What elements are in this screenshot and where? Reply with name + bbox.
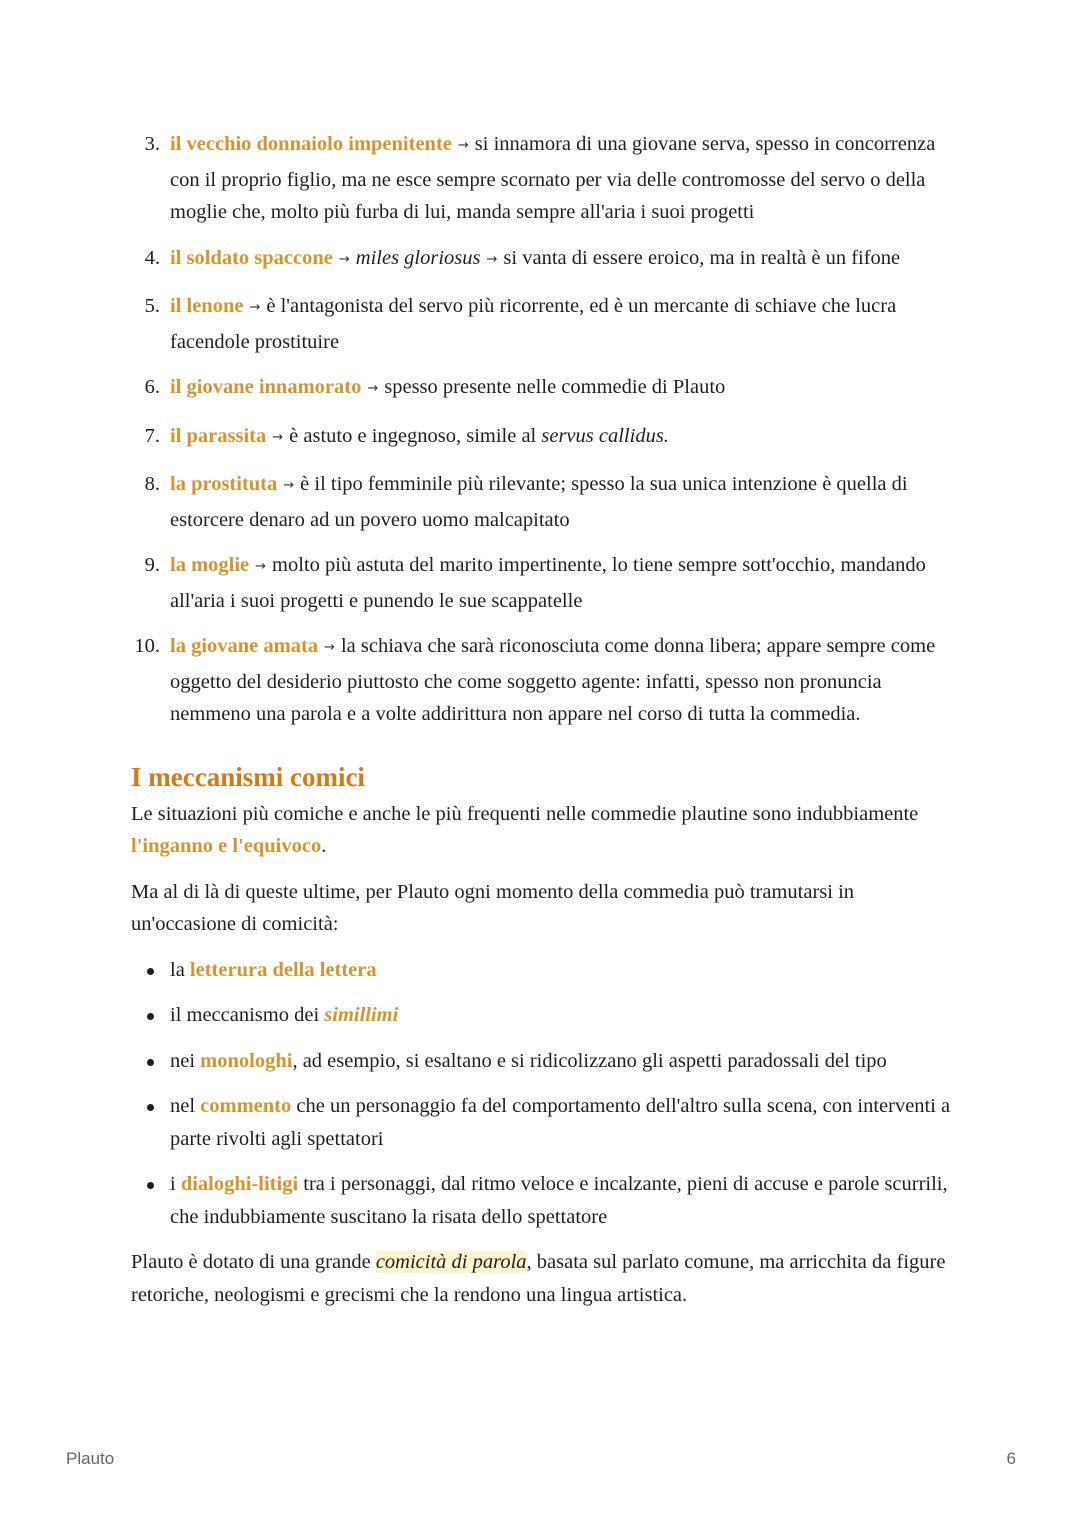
- item-number: 6.: [144, 376, 160, 398]
- highlight-term: commento: [200, 1095, 292, 1117]
- arrow-icon: →: [338, 251, 350, 267]
- item-number: 4.: [144, 246, 160, 269]
- highlight-term: simillimi: [324, 1004, 399, 1026]
- item-term: la giovane amata: [170, 635, 319, 657]
- list-item: [131, 630, 951, 731]
- list-item: [131, 371, 951, 407]
- arrow-icon: →: [324, 640, 335, 655]
- arrow-icon: →: [283, 478, 295, 493]
- item-term: il soldato spaccone: [170, 246, 333, 269]
- item-latin-term: miles gloriosus: [355, 246, 481, 269]
- item-number: 10.: [134, 635, 160, 657]
- paragraph: Ma al di là di queste ultime, per Plauto ogni momento della commedia può tramutarsi in un'occasione di comicità:: [131, 880, 855, 935]
- bullet-text: nei: [170, 1049, 201, 1072]
- paragraph: [131, 1246, 951, 1311]
- list-item: [131, 242, 951, 278]
- list-item: [131, 468, 951, 536]
- item-description: si vanta di essere eroico, ma in realtà è un fifone: [503, 246, 901, 269]
- comic-mechanisms-list: [131, 954, 951, 1234]
- paragraph-text: , basata sul parlato comune, ma arricchita da figure retoriche, neologismi e grecismi che la rendono una lingua artistica.: [131, 1251, 946, 1306]
- bullet-item: [131, 1168, 951, 1233]
- arrow-icon: →: [249, 300, 261, 315]
- highlight-term: l'inganno e l'equivoco: [131, 835, 322, 857]
- character-types-list: [131, 128, 951, 731]
- paragraph-text: Le situazioni più comiche e anche le più frequenti nelle commedie plautine sono indubbiamente: [131, 802, 919, 825]
- item-term: il parassita: [170, 424, 267, 447]
- arrow-icon: →: [255, 559, 267, 574]
- footer-page-number: 6: [1006, 1449, 1016, 1468]
- bullet-text: la: [170, 958, 190, 981]
- item-latin-term: servus callidus.: [541, 424, 669, 447]
- item-number: 3.: [144, 133, 160, 155]
- bullet-item: [131, 954, 951, 987]
- bullet-item: [131, 999, 951, 1032]
- list-item: [131, 549, 951, 617]
- section-heading: I meccanismi comici: [131, 761, 365, 792]
- item-term: il lenone: [170, 295, 244, 317]
- footer-document-title: Plauto: [66, 1449, 115, 1468]
- list-item: [131, 290, 951, 358]
- arrow-icon: →: [367, 381, 379, 396]
- arrow-icon: →: [486, 251, 498, 267]
- item-description: spesso presente nelle commedie di Plauto: [384, 376, 726, 398]
- highlighted-phrase: comicità di parola: [375, 1251, 527, 1273]
- bullet-text: tra i personaggi, dal ritmo veloce e incalzante, pieni di accuse e parole scurrili, che indubbiamente suscitano la risata dello spettatore: [170, 1173, 948, 1228]
- bullet-text: , ad esempio, si esaltano e si ridicolizzano gli aspetti paradossali del tipo: [292, 1049, 887, 1072]
- list-item: [131, 128, 951, 229]
- paragraph-text: Plauto è dotato di una grande: [131, 1251, 376, 1273]
- item-description: molto più astuta del marito impertinente, lo tiene sempre sott'occhio, mandando all'aria i suoi progetti e punendo le sue scappatelle: [170, 554, 926, 612]
- list-item: [131, 420, 951, 456]
- bullet-item: [131, 1045, 951, 1078]
- item-number: 7.: [144, 424, 160, 447]
- paragraph-text: .: [321, 835, 327, 857]
- highlight-term: monologhi: [200, 1049, 293, 1072]
- arrow-icon: →: [457, 138, 469, 153]
- bullet-text: i: [170, 1173, 181, 1195]
- highlight-term: letterura della lettera: [189, 958, 377, 981]
- item-term: il giovane innamorato: [170, 376, 362, 398]
- item-term: il vecchio donnaiolo impenitente: [170, 133, 452, 155]
- item-term: la moglie: [170, 554, 250, 576]
- item-number: 5.: [144, 295, 160, 317]
- bullet-text: il meccanismo dei: [170, 1004, 325, 1026]
- bullet-text: nel: [170, 1095, 201, 1117]
- item-number: 8.: [144, 473, 160, 495]
- item-description: è il tipo femminile più rilevante; spesso la sua unica intenzione è quella di estorcere denaro ad un povero uomo malcapitato: [170, 473, 908, 531]
- paragraph: [131, 798, 951, 863]
- bullet-item: [131, 1090, 951, 1155]
- arrow-icon: →: [272, 429, 284, 445]
- item-description: è astuto e ingegnoso, simile al: [289, 424, 537, 447]
- item-description: è l'antagonista del servo più ricorrente, ed è un mercante di schiave che lucra facendole prostituire: [170, 295, 897, 353]
- highlight-term: dialoghi-litigi: [180, 1173, 299, 1195]
- item-term: la prostituta: [170, 473, 278, 495]
- item-description: la schiava che sarà riconosciuta come donna libera; appare sempre come oggetto del desiderio piuttosto che come soggetto agente: infatti, spesso non pronuncia nemmeno una parola e a volte addirittura non appare nel corso di tutta la commedia.: [170, 635, 936, 725]
- item-description: si innamora di una giovane serva, spesso in concorrenza con il proprio figlio, ma ne esce sempre scornato per via delle contromosse del servo o della moglie che, molto più furba di lui, manda sempre all'aria i suoi progetti: [170, 133, 936, 223]
- bullet-text: che un personaggio fa del comportamento dell'altro sulla scena, con interventi a parte rivolti agli spettatori: [170, 1095, 951, 1150]
- document-page: [131, 128, 951, 1324]
- item-number: 9.: [144, 554, 160, 576]
